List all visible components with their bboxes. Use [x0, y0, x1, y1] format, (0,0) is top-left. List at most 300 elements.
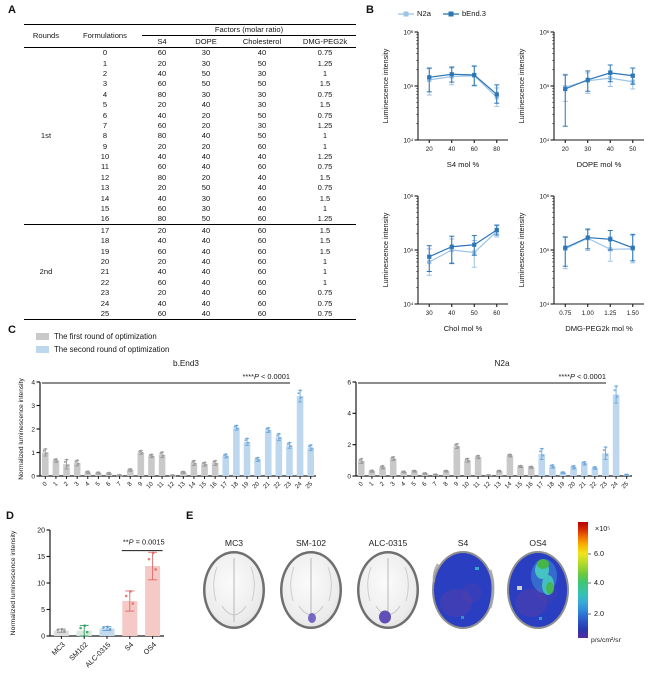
table-cell: 40	[201, 298, 211, 308]
table-cell: 1.5	[294, 225, 356, 236]
table-cell: 60	[157, 246, 167, 256]
svg-text:4: 4	[399, 480, 408, 488]
svg-text:10⁵: 10⁵	[403, 83, 414, 91]
table-row	[24, 236, 356, 246]
panel-b-legend	[398, 9, 486, 18]
table-row	[24, 47, 356, 58]
svg-text:S4: S4	[457, 538, 469, 548]
table-cell: 40	[157, 152, 167, 162]
brain-image-s4	[432, 538, 494, 629]
bar-21	[265, 430, 272, 476]
table-header-cell: Formulations	[83, 31, 127, 41]
panel-a-label: A	[8, 4, 16, 16]
svg-text:16: 16	[524, 480, 535, 491]
table-cell: 60	[230, 225, 294, 236]
table-cell: 30	[201, 48, 211, 58]
svg-text:11: 11	[155, 480, 166, 490]
table-cell: 4	[102, 89, 108, 99]
series-marker-icon	[398, 10, 414, 18]
table-cell: 20	[201, 172, 211, 182]
brain-images	[185, 513, 650, 687]
table-row	[24, 225, 356, 236]
table-cell: 20	[157, 288, 167, 298]
svg-text:2: 2	[31, 426, 35, 434]
table-cell: 0.75	[317, 162, 333, 172]
table-cell: 14	[100, 193, 110, 203]
table-cell: 25	[100, 308, 110, 318]
svg-text:10: 10	[37, 580, 45, 588]
table-cell: 3	[102, 79, 108, 89]
brain-image-os4	[507, 538, 569, 629]
svg-text:4.0: 4.0	[594, 578, 604, 587]
bar-chart-bend3	[14, 352, 326, 515]
svg-text:40: 40	[606, 146, 614, 153]
svg-text:21: 21	[261, 480, 272, 491]
svg-text:30: 30	[584, 146, 592, 153]
table-cell: 40	[257, 204, 267, 214]
table-row	[24, 69, 356, 79]
svg-text:60: 60	[470, 146, 478, 153]
svg-text:****P < 0.0001: ****P < 0.0001	[242, 372, 290, 381]
table-cell: 1.5	[319, 172, 331, 182]
table-row	[24, 131, 356, 141]
table-cell: 0.75	[317, 288, 333, 298]
bar-10	[148, 456, 155, 476]
line-chart-chol	[380, 184, 514, 349]
table-cell: 1	[322, 256, 328, 266]
svg-text:24: 24	[609, 480, 620, 491]
table-row	[24, 204, 356, 214]
table-cell: 80	[157, 172, 167, 182]
svg-text:5: 5	[94, 480, 102, 488]
svg-text:OS4: OS4	[141, 640, 159, 657]
line-chart-dope	[516, 20, 650, 185]
series-n2a	[563, 230, 636, 269]
legend-swatch	[36, 333, 49, 340]
svg-text:10⁶: 10⁶	[539, 29, 550, 37]
svg-text:14: 14	[503, 480, 514, 491]
svg-text:20: 20	[425, 146, 433, 153]
axes	[418, 196, 508, 304]
brain-image-alc-0315	[357, 538, 419, 629]
line-chart-s4	[380, 20, 514, 185]
table-row	[24, 100, 356, 110]
table-cell: 0.75	[317, 48, 333, 58]
svg-text:14: 14	[187, 480, 198, 491]
svg-text:1: 1	[51, 480, 60, 488]
svg-text:10: 10	[145, 480, 155, 491]
table-cell: 60	[157, 79, 167, 89]
table-cell: 50	[257, 131, 267, 141]
svg-text:1.50: 1.50	[626, 310, 639, 317]
table-cell: 60	[257, 236, 267, 246]
svg-text:25: 25	[304, 480, 315, 491]
legend-item	[36, 330, 169, 343]
svg-text:20: 20	[37, 527, 45, 535]
svg-text:8: 8	[126, 480, 134, 488]
table-cell: 1.5	[319, 193, 331, 203]
table-cell: 40	[157, 267, 167, 277]
series-bend-3	[427, 66, 500, 103]
svg-text:OS4: OS4	[529, 538, 547, 548]
svg-text:7: 7	[115, 480, 124, 488]
svg-text:9: 9	[452, 480, 461, 488]
table-cell: 60	[257, 288, 267, 298]
svg-text:1: 1	[367, 480, 376, 488]
svg-text:3: 3	[31, 402, 35, 410]
table-row	[24, 58, 356, 68]
svg-text:Normalized luminescence intens: Normalized luminescence intensity	[10, 530, 17, 636]
table-cell: 8	[102, 131, 108, 141]
svg-text:3: 3	[389, 480, 397, 488]
svg-text:Normalized luminescence intens: Normalized luminescence intensity	[18, 378, 25, 480]
table-cell: 40	[201, 267, 211, 277]
svg-text:17: 17	[219, 480, 230, 491]
table-cell: 40	[201, 236, 211, 246]
table-cell: 60	[157, 308, 167, 318]
table-cell: 1	[322, 267, 328, 277]
svg-text:7: 7	[431, 480, 440, 488]
svg-text:80: 80	[493, 146, 501, 153]
brain-image-mc3	[203, 538, 265, 629]
table-cell: 21	[100, 267, 110, 277]
table-cell: 0.75	[317, 110, 333, 120]
table-cell: 30	[201, 204, 211, 214]
axes	[554, 196, 644, 304]
chart-b_chol	[380, 184, 514, 344]
table-cell: 6	[102, 110, 108, 120]
svg-text:1: 1	[31, 449, 35, 457]
table-cell: 1.5	[319, 246, 331, 256]
svg-text:10⁶: 10⁶	[539, 193, 550, 201]
axes	[418, 32, 508, 140]
svg-text:19: 19	[556, 480, 567, 491]
table-row	[24, 162, 356, 172]
svg-text:13: 13	[492, 480, 503, 491]
table-row	[24, 246, 356, 256]
table-cell: 40	[157, 68, 167, 78]
table-cell: 1	[102, 58, 108, 68]
svg-text:2: 2	[62, 480, 70, 488]
svg-text:3: 3	[73, 480, 81, 488]
round-label: 1st	[40, 131, 52, 141]
svg-text:20: 20	[561, 146, 569, 153]
svg-text:Luminescence intensity: Luminescence intensity	[517, 212, 526, 288]
svg-text:13: 13	[176, 480, 187, 491]
table-cell: 11	[101, 162, 109, 172]
svg-text:2: 2	[378, 480, 386, 488]
legend-label: The second round of optimization	[54, 345, 170, 354]
svg-text:18: 18	[229, 480, 240, 491]
table-cell: 30	[201, 58, 211, 68]
table-row	[24, 267, 356, 277]
table-cell: 60	[257, 141, 267, 151]
table-cell: 1.25	[317, 58, 333, 68]
bars	[54, 552, 160, 636]
series-bend-3	[427, 225, 500, 271]
svg-text:4: 4	[83, 480, 92, 488]
table-cell: 60	[157, 48, 167, 58]
table-row	[24, 172, 356, 182]
table-cell: 12	[100, 172, 110, 182]
bar-25	[307, 448, 314, 476]
bar-1	[53, 461, 60, 476]
table-cell: 20	[201, 110, 211, 120]
table-cell: 40	[201, 152, 211, 162]
series-marker-icon	[443, 10, 459, 18]
table-row	[24, 298, 356, 308]
table-header-cell: Rounds	[32, 31, 60, 41]
bar-24	[297, 396, 304, 476]
table-cell: 60	[257, 246, 267, 256]
table-cell: 50	[201, 79, 211, 89]
table-cell: 30	[257, 68, 267, 78]
table-cell: 1.5	[319, 236, 331, 246]
table-cell: 1	[322, 204, 328, 214]
table-cell: 20	[157, 58, 167, 68]
svg-text:2: 2	[347, 442, 351, 450]
table-cell: 0.75	[317, 308, 333, 318]
table-cell: 16	[100, 214, 110, 224]
table-cell: 22	[100, 277, 110, 287]
svg-text:0: 0	[347, 473, 351, 481]
svg-text:S4: S4	[122, 640, 136, 653]
table-cell: 40	[157, 110, 167, 120]
bars	[42, 389, 314, 476]
table-cell: 60	[257, 298, 267, 308]
svg-text:6.0: 6.0	[594, 549, 604, 558]
svg-text:6: 6	[421, 480, 429, 488]
table-cell: 40	[201, 246, 211, 256]
svg-text:18: 18	[545, 480, 556, 491]
table-row	[24, 110, 356, 120]
svg-text:10⁴: 10⁴	[403, 301, 414, 309]
table-cell: 60	[157, 120, 167, 130]
table-cell: 1.25	[317, 120, 333, 130]
svg-text:10⁴: 10⁴	[403, 137, 414, 145]
table-cell: 80	[157, 89, 167, 99]
svg-text:10⁵: 10⁵	[403, 247, 414, 255]
table-cell: 0.75	[317, 298, 333, 308]
svg-text:1.00: 1.00	[581, 310, 594, 317]
table-cell: 20	[157, 141, 167, 151]
table-cell: 40	[257, 172, 267, 182]
bar-20	[254, 460, 261, 476]
table-cell: 40	[182, 225, 230, 236]
bar-19	[244, 442, 251, 476]
brain-imaging-panel	[185, 513, 650, 687]
svg-text:4: 4	[31, 379, 35, 387]
table-row	[24, 89, 356, 99]
series-bend-3	[563, 65, 636, 126]
svg-text:Chol mol %: Chol mol %	[443, 324, 483, 333]
svg-text:12: 12	[482, 480, 493, 491]
svg-text:b.End3: b.End3	[173, 359, 199, 368]
brain-image-sm-102	[280, 538, 342, 629]
svg-text:0: 0	[41, 633, 45, 641]
table-cell: 30	[201, 193, 211, 203]
table-cell: 1.5	[319, 100, 331, 110]
svg-text:9: 9	[136, 480, 145, 488]
line-chart-dmgpeg2k	[516, 184, 650, 349]
svg-text:****P < 0.0001: ****P < 0.0001	[558, 372, 606, 381]
svg-text:10⁴: 10⁴	[539, 137, 550, 145]
table-cell: 18	[100, 236, 110, 246]
table-cell: 60	[257, 267, 267, 277]
table-cell: 60	[157, 162, 167, 172]
svg-text:0.75: 0.75	[559, 310, 572, 317]
table-cell: 80	[157, 131, 167, 141]
svg-text:ALC-0315: ALC-0315	[83, 640, 113, 670]
chart-b_dope	[516, 20, 650, 180]
svg-text:DOPE mol %: DOPE mol %	[576, 160, 622, 169]
table-cell: 1.25	[317, 214, 333, 224]
svg-text:10: 10	[461, 480, 471, 491]
table-cell: 40	[201, 131, 211, 141]
legend-label: The first round of optimization	[54, 332, 157, 341]
table-row	[24, 121, 356, 131]
svg-text:2.0: 2.0	[594, 609, 604, 618]
svg-text:40: 40	[448, 310, 456, 317]
svg-text:1.25: 1.25	[604, 310, 617, 317]
table-cell: 60	[257, 277, 267, 287]
table-cell: 23	[100, 288, 110, 298]
table-row	[24, 309, 356, 320]
svg-text:5: 5	[41, 606, 45, 614]
table-cell: 40	[201, 277, 211, 287]
bar-chart-n2a	[330, 352, 642, 515]
panel-d-label: D	[6, 510, 14, 522]
table-cell: 1.25	[317, 152, 333, 162]
table-cell: 60	[157, 204, 167, 214]
table-cell: 20	[201, 141, 211, 151]
table-cell: 7	[102, 120, 108, 130]
svg-text:0: 0	[31, 473, 35, 481]
table-row	[24, 214, 356, 225]
svg-text:10⁴: 10⁴	[539, 301, 550, 309]
table-cell: 1	[322, 68, 328, 78]
bar-11	[475, 457, 482, 476]
svg-text:11: 11	[471, 480, 482, 490]
chart-c_bend3	[14, 352, 326, 510]
svg-text:15: 15	[198, 480, 208, 491]
table-cell: 19	[100, 246, 110, 256]
table-cell: 50	[257, 110, 267, 120]
svg-text:22: 22	[588, 480, 599, 491]
table-cell: 30	[257, 100, 267, 110]
table-cell: 20	[157, 183, 167, 193]
table-cell: 1	[322, 131, 328, 141]
table-cell: 30	[257, 120, 267, 130]
svg-text:10⁶: 10⁶	[403, 193, 414, 201]
svg-text:50: 50	[470, 310, 478, 317]
bar-15	[517, 467, 524, 476]
svg-text:24: 24	[293, 480, 304, 491]
bar-24	[613, 395, 620, 476]
table-cell: 50	[201, 183, 211, 193]
table-cell: 40	[157, 298, 167, 308]
series-n2a	[427, 226, 500, 275]
bar-18	[233, 428, 240, 476]
table-cell: 60	[257, 308, 267, 318]
svg-text:23: 23	[599, 480, 609, 491]
table-row	[24, 277, 356, 287]
table-cell: 40	[257, 183, 267, 193]
table-cell: 13	[100, 183, 110, 193]
table-cell: 50	[257, 58, 267, 68]
table-cell: 17	[68, 225, 142, 236]
table-cell: 50	[201, 68, 211, 78]
table-cell: 50	[257, 79, 267, 89]
svg-text:40: 40	[448, 146, 456, 153]
bar-10	[464, 460, 471, 476]
table-cell: 40	[201, 308, 211, 318]
svg-text:SM-102: SM-102	[295, 538, 327, 548]
table-header-cell: DOPE	[195, 36, 217, 46]
svg-text:Luminescence intensity: Luminescence intensity	[381, 212, 390, 288]
table-cell: 1	[322, 141, 328, 151]
table-cell: 30	[201, 89, 211, 99]
svg-text:15: 15	[37, 553, 45, 561]
svg-text:SM102: SM102	[67, 640, 90, 663]
svg-text:N2a: N2a	[494, 359, 510, 368]
table-cell: 15	[100, 204, 110, 214]
table-cell: 20	[100, 256, 110, 266]
panel-e-label: E	[186, 510, 194, 522]
axes	[40, 382, 316, 476]
bar-9	[138, 453, 145, 477]
table-cell: 20	[201, 120, 211, 130]
svg-text:60: 60	[493, 310, 501, 317]
table-cell: 40	[257, 48, 267, 58]
table-cell: 60	[257, 162, 267, 172]
svg-text:30: 30	[425, 310, 433, 317]
svg-text:16: 16	[208, 480, 219, 491]
legend-label: N2a	[417, 9, 431, 18]
svg-text:DMG-PEG2k mol %: DMG-PEG2k mol %	[565, 324, 633, 333]
table-row	[24, 193, 356, 203]
table-cell: 20	[142, 225, 182, 236]
svg-text:22: 22	[272, 480, 283, 491]
svg-text:10⁶: 10⁶	[403, 29, 414, 37]
svg-text:6: 6	[105, 480, 113, 488]
table-header-cell: Cholesterol	[242, 36, 282, 46]
table-cell: 0.75	[317, 183, 333, 193]
panel-c-label: C	[8, 324, 16, 336]
svg-text:10⁵: 10⁵	[539, 247, 550, 255]
svg-text:6: 6	[347, 379, 351, 387]
svg-text:12: 12	[166, 480, 177, 491]
bar-14	[507, 456, 514, 476]
table-cell: 24	[100, 298, 110, 308]
svg-text:25: 25	[620, 480, 631, 491]
svg-text:MC3: MC3	[224, 538, 244, 548]
svg-text:ALC-0315: ALC-0315	[368, 538, 408, 548]
svg-text:8: 8	[442, 480, 450, 488]
table-row	[24, 79, 356, 89]
svg-text:MC3: MC3	[49, 640, 67, 658]
svg-text:4: 4	[347, 410, 351, 418]
table-cell: 40	[201, 288, 211, 298]
table-cell: 20	[157, 256, 167, 266]
chart-b_s4	[380, 20, 514, 180]
table-cell: 40	[201, 100, 211, 110]
svg-text:50: 50	[629, 146, 637, 153]
table-cell: 1.5	[319, 79, 331, 89]
table-row	[24, 152, 356, 162]
table-cell: 60	[257, 256, 267, 266]
svg-text:20: 20	[251, 480, 262, 491]
